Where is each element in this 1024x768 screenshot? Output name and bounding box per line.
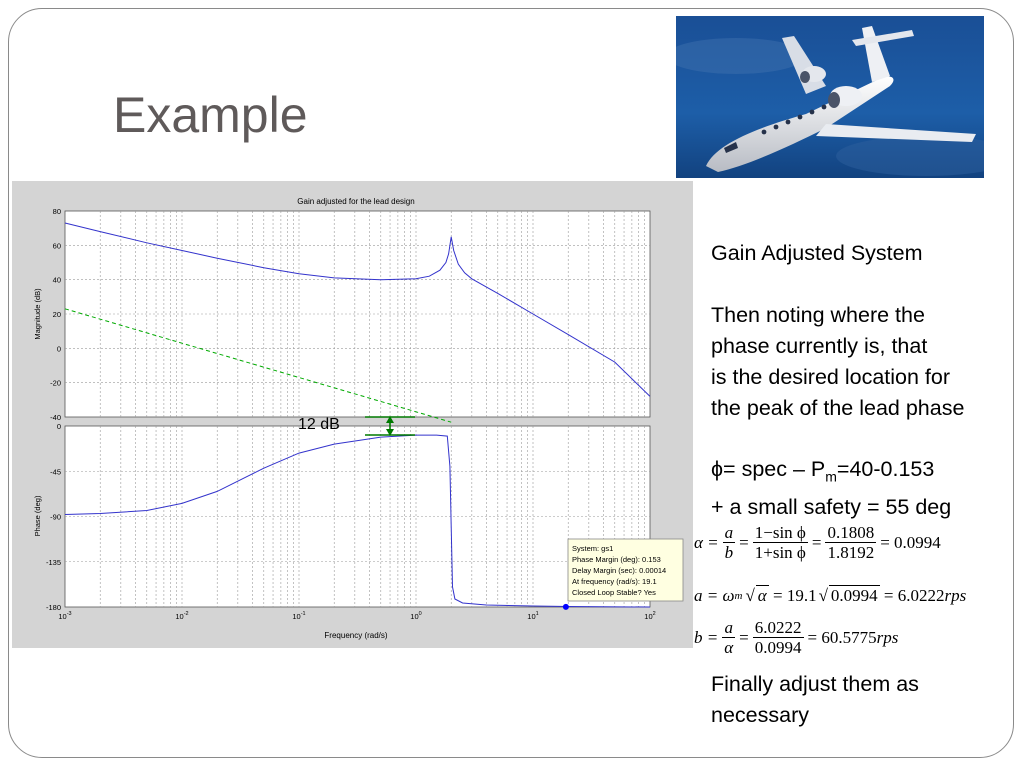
alpha-equation bbox=[694, 523, 941, 562]
y-tick-label: -20 bbox=[50, 378, 61, 388]
eq-fraction bbox=[753, 523, 808, 562]
phi-rest: =40-0.153 bbox=[836, 457, 935, 481]
magnitude-ylabel: Magnitude (dB) bbox=[33, 288, 42, 340]
eq-result: = 6.0222 bbox=[883, 585, 945, 605]
datatip-line: System: gs1 bbox=[572, 544, 614, 553]
eq-equals: = bbox=[811, 532, 822, 552]
y-tick-label: 60 bbox=[52, 241, 61, 251]
x-axis-label: Frequency (rad/s) bbox=[324, 631, 388, 640]
heading-text: Gain Adjusted System bbox=[711, 241, 923, 265]
y-tick-label: 0 bbox=[56, 344, 61, 354]
datatip-line: At frequency (rad/s): 19.1 bbox=[572, 577, 657, 586]
y-tick-label: -135 bbox=[45, 557, 61, 567]
text-line: Finally adjust them as bbox=[711, 672, 919, 696]
eq-den: 1.8192 bbox=[827, 543, 875, 562]
eq-mid: = 19.1 bbox=[772, 585, 817, 605]
datatip-marker bbox=[563, 604, 569, 610]
y-tick-label: 0 bbox=[56, 422, 61, 431]
bode-plot-svg bbox=[12, 181, 693, 648]
datatip-line: Phase Margin (deg): 0.153 bbox=[572, 555, 661, 564]
phi-sub: m bbox=[825, 468, 837, 485]
slide-title: Example bbox=[113, 87, 308, 143]
phi-paragraph bbox=[711, 454, 951, 523]
phi-line bbox=[711, 454, 951, 492]
eq-num: 1−sin ϕ bbox=[754, 523, 806, 542]
x-tick-label: $10^{-1}$ bbox=[292, 611, 306, 621]
safety-line: + a small safety = 55 deg bbox=[711, 495, 952, 520]
y-tick-label: -180 bbox=[45, 603, 61, 612]
b-equation bbox=[694, 618, 898, 657]
eq-unit: rps bbox=[944, 585, 967, 605]
eq-num: 0.1808 bbox=[827, 523, 875, 542]
x-tick-label: $10^0$ bbox=[410, 611, 422, 621]
eq-lhs: b = bbox=[694, 627, 719, 647]
eq-lhs: α = bbox=[694, 532, 719, 552]
omega-sub: m bbox=[734, 589, 743, 602]
x-tick-label: $10^2$ bbox=[644, 611, 656, 621]
text-line: Then noting where the bbox=[711, 303, 925, 327]
eq-den: b bbox=[724, 543, 734, 562]
eq-fraction bbox=[825, 523, 876, 562]
eq-unit: rps bbox=[876, 627, 899, 647]
sqrt-value: 0.0994 bbox=[830, 586, 878, 605]
noting-paragraph bbox=[711, 300, 964, 424]
datatip bbox=[568, 539, 683, 601]
text-line: necessary bbox=[711, 703, 809, 727]
datatip-line: Delay Margin (sec): 0.00014 bbox=[572, 566, 667, 575]
y-tick-label: -40 bbox=[50, 413, 61, 422]
eq-fraction bbox=[722, 618, 735, 657]
omega-symbol: ω bbox=[722, 585, 735, 605]
eq-den: 0.0994 bbox=[754, 638, 802, 657]
text-line: is the desired location for bbox=[711, 365, 951, 389]
y-tick-label: -45 bbox=[50, 467, 61, 477]
eq-num: a bbox=[724, 523, 734, 542]
eq-fraction bbox=[723, 523, 736, 562]
x-tick-label: $10^{-2}$ bbox=[175, 611, 189, 621]
text-line: phase currently is, that bbox=[711, 334, 928, 358]
bode-plot-panel bbox=[12, 181, 693, 648]
y-tick-label: -90 bbox=[50, 512, 61, 522]
eq-den: 1+sin ϕ bbox=[754, 543, 806, 562]
eq-result: = 0.0994 bbox=[880, 532, 941, 552]
a-equation bbox=[694, 585, 966, 606]
eq-result: = 60.5775 bbox=[807, 627, 877, 647]
eq-fraction bbox=[753, 618, 804, 657]
text-line: the peak of the lead phase bbox=[711, 396, 965, 420]
phi-spec: ϕ= spec – P bbox=[711, 457, 826, 481]
sqrt-alpha: α bbox=[757, 586, 767, 605]
sqrt-symbol: √ bbox=[745, 585, 755, 605]
final-paragraph bbox=[711, 669, 919, 731]
eq-num: a bbox=[724, 618, 733, 637]
y-tick-label: 80 bbox=[52, 207, 61, 216]
x-tick-label: $10^1$ bbox=[527, 611, 539, 621]
eq-equals: = bbox=[739, 627, 749, 647]
chart-title: Gain adjusted for the lead design bbox=[297, 197, 415, 206]
y-tick-label: 20 bbox=[52, 310, 61, 319]
eq-equals: = bbox=[739, 532, 749, 552]
eq-lhs: a = bbox=[694, 585, 719, 605]
sqrt-symbol: √ bbox=[818, 585, 828, 605]
datatip-line: Closed Loop Stable? Yes bbox=[572, 588, 656, 597]
phase-ylabel: Phase (deg) bbox=[33, 495, 42, 537]
x-tick-label: $10^{-3}$ bbox=[58, 611, 72, 621]
eq-num: 6.0222 bbox=[754, 618, 802, 637]
gain-annotation-label: 12 dB bbox=[298, 416, 340, 433]
aircraft-photo bbox=[676, 16, 984, 178]
eq-den: α bbox=[724, 638, 734, 657]
y-tick-label: 40 bbox=[52, 275, 61, 285]
